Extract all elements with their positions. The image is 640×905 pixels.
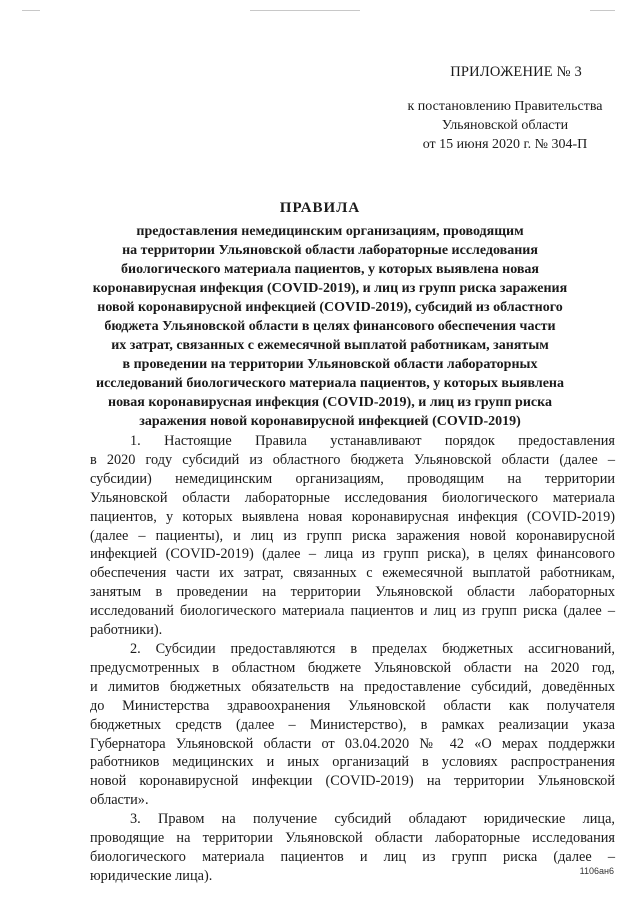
paragraph-line: и лимитов бюджетных обязательств на предоставление субсидий, доведённых (90, 678, 615, 695)
subtitle-line: новая коронавирусная инфекция (COVID-2019), и лиц из групп риска (108, 395, 552, 410)
paragraph-line: предусмотренных в областном бюджете Ульяновской области на 2020 год, (90, 659, 615, 676)
paragraph-3 (90, 810, 615, 886)
subtitle-line: биологического материала пациентов, у которых выявлена новая (121, 262, 539, 277)
paragraph-line: 1. Настоящие Правила устанавливают порядок предоставления (130, 433, 615, 449)
decree-reference (395, 97, 615, 154)
paragraph-line: исследований биологического материала пациентов и лиц из групп риска (далее – (90, 603, 615, 620)
document-subtitle (80, 222, 580, 431)
paragraph-line: в 2020 году субсидий из областного бюджета Ульяновской области (далее – (90, 451, 615, 468)
paragraph-line: до Министерства здравоохранения Ульяновской области как получателя (90, 697, 615, 714)
decree-line: Ульяновской области (441, 118, 569, 133)
paragraph-line: проводящие на территории Ульяновской области лабораторные исследования (90, 830, 615, 847)
document-title: ПРАВИЛА (279, 200, 361, 216)
scan-edge-line (22, 10, 40, 11)
paragraph-line: Губернатора Ульяновской области от 03.04.2020 № 42 «О мерах поддержки (90, 735, 615, 752)
scan-edge-line (250, 10, 360, 11)
decree-line: к постановлению Правительства (407, 99, 603, 114)
paragraph-line: инфекцией (COVID-2019) (далее – лица из групп риска), в целях финансового (90, 546, 615, 563)
decree-line: от 15 июня 2020 г. № 304-П (422, 137, 588, 152)
paragraph-1 (90, 432, 615, 640)
paragraph-line: занятым в проведении на территории Ульяновской области лабораторных (90, 584, 615, 601)
paragraph-line: субсидии) немедицинским организациям, проводящим на территории (90, 470, 615, 487)
paragraph-line: 3. Правом на получение субсидий обладают юридические лица, (130, 811, 615, 828)
paragraph-line: юридические лица). (90, 867, 213, 884)
subtitle-line: их затрат, связанных с ежемесячной выплатой работникам, занятым (111, 338, 549, 353)
subtitle-line: бюджета Ульяновской области в целях финансового обеспечения части (104, 319, 556, 334)
subtitle-line: на территории Ульяновской области лабораторные исследования (122, 243, 538, 258)
paragraph-line: Ульяновской области лабораторные исследования биологического материала (90, 489, 615, 506)
paragraph-line: обеспечения части их затрат, связанных с ежемесячной выплатой работникам, (90, 565, 615, 582)
paragraph-2 (90, 640, 615, 810)
subtitle-line: коронавирусная инфекция (COVID-2019), и лиц из групп риска заражения (92, 281, 568, 296)
paragraph-line: работников медицинских и иных организаций в условиях распространения (90, 754, 615, 771)
subtitle-line: новой коронавирусной инфекцией (COVID-2019), субсидий из областного (97, 300, 563, 315)
paragraph-line: работники). (90, 622, 163, 639)
subtitle-line: исследований биологического материала пациентов, у которых выявлена (96, 376, 564, 391)
paragraph-line: бюджетных средств (далее – Министерство), в рамках реализации указа (90, 716, 615, 733)
subtitle-line: заражения новой коронавирусной инфекцией (COVID-2019) (139, 414, 521, 429)
paragraph-line: области». (90, 792, 149, 809)
paragraph-line: пациентов, у которых выявлена новая коронавирусная инфекция (COVID-2019) (90, 508, 615, 525)
subtitle-line: предоставления немедицинским организациям, проводящим (136, 224, 524, 239)
document-body (90, 432, 615, 886)
appendix-number: ПРИЛОЖЕНИЕ № 3 (450, 64, 582, 80)
subtitle-line: в проведении на территории Ульяновской области лабораторных (122, 357, 538, 372)
scan-edge-line (590, 10, 615, 11)
document-code: 1106ан6 (579, 866, 614, 876)
paragraph-line: 2. Субсидии предоставляются в пределах бюджетных ассигнований, (130, 640, 615, 657)
paragraph-line: новой коронавирусной инфекции (COVID-2019) на территории Ульяновской (90, 773, 615, 790)
paragraph-line: биологического материала пациентов и лиц из групп риска (далее – (90, 848, 615, 865)
paragraph-line: (далее – пациенты), и лиц из групп риска заражения новой коронавирусной (90, 527, 615, 544)
